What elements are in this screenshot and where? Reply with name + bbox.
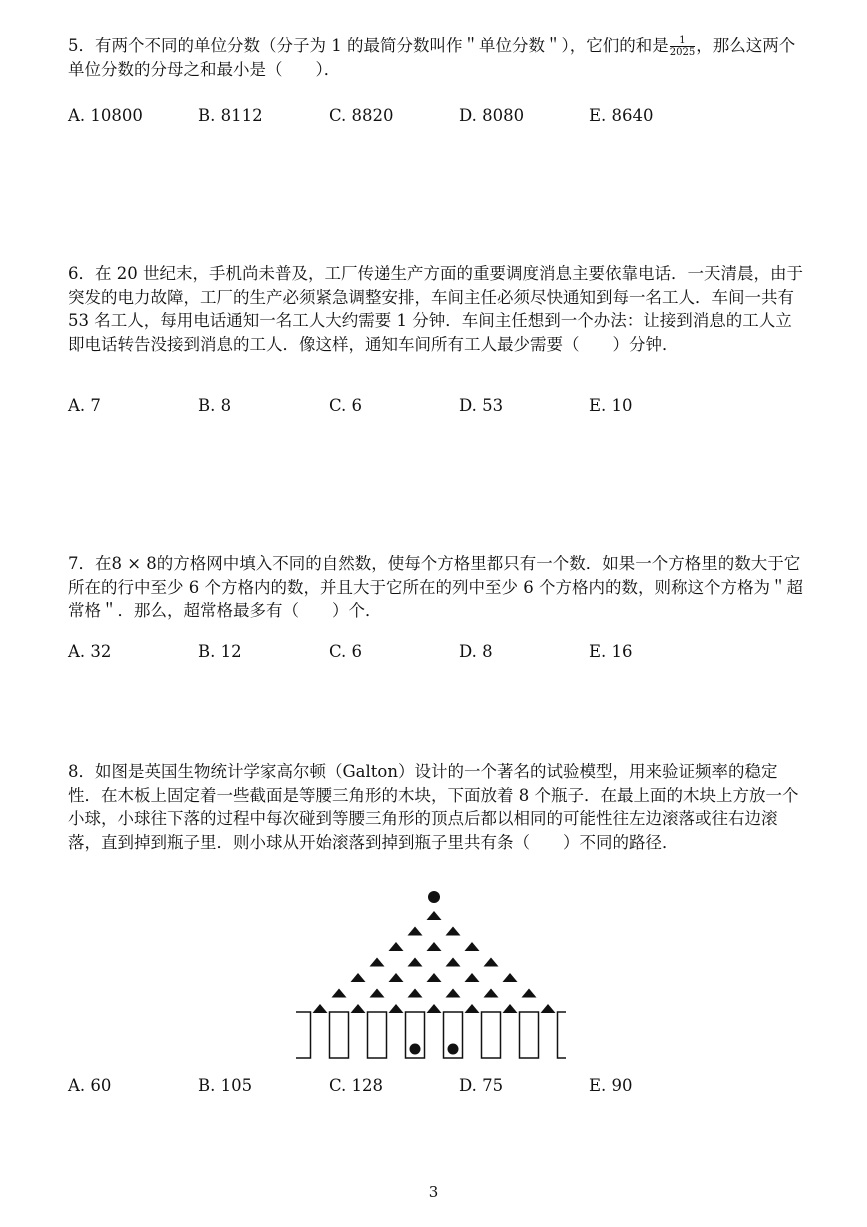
q5-option-b[interactable]: B. 8112 (198, 106, 263, 125)
q8-option-d[interactable]: D. 75 (459, 1076, 504, 1095)
peg-triangle (427, 942, 442, 951)
peg-triangle (446, 927, 461, 936)
galton-board-figure (296, 886, 566, 1066)
peg-triangle (370, 989, 385, 998)
peg-triangle (465, 973, 480, 982)
bottle (482, 1012, 501, 1058)
peg-triangle (427, 1004, 442, 1013)
galton-pegs (313, 911, 556, 1013)
bottle-ball (448, 1044, 459, 1055)
peg-triangle (446, 958, 461, 967)
bottle (520, 1012, 539, 1058)
q6-option-e[interactable]: E. 10 (589, 396, 633, 415)
q8-option-c[interactable]: C. 128 (329, 1076, 384, 1095)
q7-option-d[interactable]: D. 8 (459, 642, 493, 661)
q6-option-b[interactable]: B. 8 (198, 396, 232, 415)
peg-triangle (408, 958, 423, 967)
peg-triangle (484, 989, 499, 998)
page-number: 3 (428, 1183, 439, 1201)
galton-top-ball (428, 891, 440, 903)
question-7 (68, 552, 803, 623)
peg-triangle (503, 973, 518, 982)
question-5-text: 5．有两个不同的单位分数（分子为 1 的最简分数叫作＂单位分数＂），它们的和是 $\frac{1}{2025}$ ，那么这两个单位分数的分母之和最小是（ ）． (68, 35, 796, 79)
q5-option-d[interactable]: D. 8080 (459, 106, 525, 125)
q7-option-a[interactable]: A. 32 (68, 642, 112, 661)
q7-option-c[interactable]: C. 6 (329, 642, 363, 661)
q5-option-a[interactable]: A. 10800 (68, 106, 143, 125)
q7-option-e[interactable]: E. 16 (589, 642, 633, 661)
question-7-text: 7．在8 × 8的方格网中填入不同的自然数，使每个方格里都只有一个数．如果一个方格里的数大于它所在的行中至少 6 个方格内的数，并且大于它所在的列中至少 6 个方格内的数，则称这个方格为＂超常格＂．那么，超常格最多有（ ）个． (68, 554, 803, 620)
bottle (558, 1012, 567, 1058)
peg-triangle (408, 927, 423, 936)
peg-triangle (503, 1004, 518, 1013)
q6-option-d[interactable]: D. 53 (459, 396, 504, 415)
peg-triangle (427, 911, 442, 920)
q6-option-c[interactable]: C. 6 (329, 396, 363, 415)
q8-option-b[interactable]: B. 105 (198, 1076, 253, 1095)
q5-option-c[interactable]: C. 8820 (329, 106, 394, 125)
peg-triangle (389, 1004, 404, 1013)
peg-triangle (408, 989, 423, 998)
question-6 (68, 262, 803, 356)
q8-option-a[interactable]: A. 60 (68, 1076, 112, 1095)
peg-triangle (313, 1004, 328, 1013)
peg-triangle (465, 942, 480, 951)
peg-triangle (389, 942, 404, 951)
peg-triangle (370, 958, 385, 967)
peg-triangle (351, 973, 366, 982)
bottle (330, 1012, 349, 1058)
peg-triangle (427, 973, 442, 982)
peg-triangle (484, 958, 499, 967)
question-5 (68, 34, 803, 82)
peg-triangle (332, 989, 347, 998)
peg-triangle (522, 989, 537, 998)
peg-triangle (541, 1004, 556, 1013)
q8-option-e[interactable]: E. 90 (589, 1076, 633, 1095)
q7-option-b[interactable]: B. 12 (198, 642, 242, 661)
question-6-text: 6．在 20 世纪末，手机尚未普及，工厂传递生产方面的重要调度消息主要依靠电话．一天清晨，由于突发的电力故障，工厂的生产必须紧急调整安排，车间主任必须尽快通知到每一名工人．车间一共有 53 名工人，每用电话通知一名工人大约需要 1 分钟．车间主任想到一个办法：让接到消息的工人立即电话转告没接到消息的工人．像这样，通知车间所有工人最少需要（ ）分钟． (68, 264, 803, 354)
bottle (296, 1012, 311, 1058)
bottle (368, 1012, 387, 1058)
question-8-text: 8．如图是英国生物统计学家高尔顿（Galton）设计的一个著名的试验模型，用来验证频率的稳定性．在木板上固定着一些截面是等腰三角形的木块，下面放着 8 个瓶子．在最上面的木块上方放一个小球，小球往下落的过程中每次碰到等腰三角形的顶点后都以相同的可能性往左边滚落或往右边滚落，直到掉到瓶子里．则小球从开始滚落到掉到瓶子里共有条（ ）不同的路径． (68, 762, 799, 852)
peg-triangle (446, 989, 461, 998)
q6-option-a[interactable]: A. 7 (68, 396, 101, 415)
peg-triangle (389, 973, 404, 982)
question-8 (68, 760, 803, 854)
peg-triangle (351, 1004, 366, 1013)
peg-triangle (465, 1004, 480, 1013)
bottle-ball (410, 1044, 421, 1055)
q5-option-e[interactable]: E. 8640 (589, 106, 654, 125)
galton-bottles (296, 1012, 566, 1058)
fraction-1-over-2025: $\frac{1}{2025}$ (669, 35, 696, 58)
